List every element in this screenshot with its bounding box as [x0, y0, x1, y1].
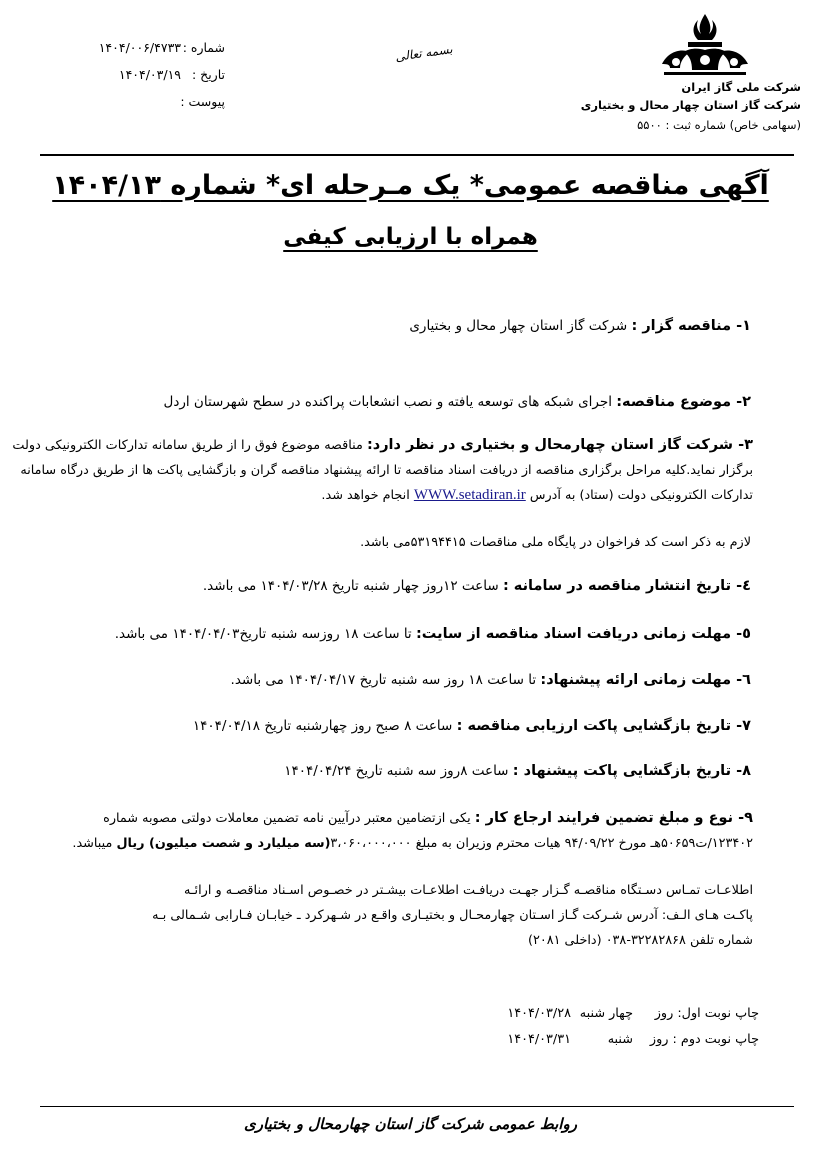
company-registration: (سهامی خاص) شماره ثبت : ۵۵۰۰	[637, 118, 801, 132]
item-line	[63, 831, 753, 856]
contact-line: پاکـت هـای الـف: آدرس شـرکت گـاز اسـتان چهارمحـال و بختیـاری واقـع در شـهرکرد ـ خیابـان فـارابی شـمالی بـه	[152, 908, 753, 923]
date-label: تاریخ :	[191, 67, 225, 82]
item-text: یکی ازتضامین معتبر درآیین نامه تضمین معاملات دولتی مصوبه شماره	[103, 811, 475, 826]
date-value: ۱۴۰۴/۰۳/۱۹	[118, 67, 181, 82]
item-label: ۸- تاریخ بازگشایی پاکت پیشنهاد :	[512, 763, 751, 779]
item-text: شرکت گاز استان چهار محال و بختیاری	[409, 318, 632, 334]
page-title: آگهی مناقصه عمومی* یک مـرحله ای* شماره ۱۴۰۴/۱۳	[52, 170, 769, 201]
item-line	[12, 433, 753, 458]
item-label: ٤- تاریخ انتشار مناقصه در سامانه :	[502, 578, 751, 594]
setadiran-link[interactable]: WWW.setadiran.ir	[413, 487, 526, 503]
print-second-date: ۱۴۰۴/۰۳/۳۱	[507, 1032, 571, 1047]
contact-info	[63, 878, 753, 953]
item-text: مناقصه موضوع فوق را از طریق سامانه تدارکات الکترونیکی دولت	[12, 438, 367, 453]
item-text: ساعت ۸روز سه شنبه تاریخ ۱۴۰۴/۰۴/۲۴	[284, 763, 513, 779]
item-publish-date	[51, 578, 751, 594]
item-label: ۳- شرکت گاز استان چهارمحال و بختیاری در نظر دارد:	[366, 437, 753, 453]
contact-line: شماره تلفن ۳۲۲۸۲۸۶۸-۰۳۸ (داخلی ۲۰۸۱)	[527, 933, 753, 948]
print-second-day: شنبه	[607, 1032, 633, 1047]
item-label: ۹- نوع و مبلغ تضمین فرایند ارجاع کار :	[474, 810, 753, 826]
item-text: انجام خواهد شد.	[321, 488, 414, 503]
tender-code-note: لازم به ذکر است کد فراخوان در پایگاه ملی مناقصات ۵۳۱۹۴۴۱۵می باشد.	[360, 535, 751, 550]
item-text: میباشد.	[72, 836, 117, 851]
item-bid-deadline	[51, 672, 751, 688]
item-text: تدارکات الکترونیکی دولت (ستاد) به آدرس	[525, 488, 753, 503]
item-tenderer	[51, 318, 751, 334]
item-label: ۲- موضوع مناقصه:	[616, 394, 751, 410]
item-emphasis: (سه میلیارد و شصت میلیون) ریال	[116, 836, 331, 851]
item-evaluation-opening	[51, 718, 751, 734]
company-name: شرکت ملی گاز ایران	[681, 80, 801, 94]
item-label: ۱- مناقصه گزار :	[631, 318, 751, 334]
header-divider	[40, 154, 794, 156]
item-text: اجرای شبکه های توسعه یافته و نصب انشعابات پراکنده در سطح شهرستان اردل	[163, 394, 617, 410]
item-text: تا ساعت ۱۸ روز سه شنبه تاریخ ۱۴۰۴/۰۴/۱۷ می باشد.	[230, 672, 541, 688]
item-text: ۱۲۳۴۰۲/ت۵۰۶۵۹هـ مورخ ۹۴/۰۹/۲۲ هیات محترم وزیران به مبلغ ۳،۰۶۰،۰۰۰،۰۰۰	[330, 836, 753, 851]
item-label: ٥- مهلت زمانی دریافت اسناد مناقصه از سایت:	[415, 626, 751, 642]
bismillah: بسمه تعالی	[394, 42, 454, 64]
item-guarantee	[63, 806, 753, 856]
print-second-label: چاپ نوبت دوم : روز	[649, 1032, 759, 1047]
item-text: تا ساعت ۱۸ روزسه شنبه تاریخ۱۴۰۴/۰۴/۰۳ می باشد.	[114, 626, 416, 642]
contact-line: اطلاعـات تمـاس دسـتگاه مناقصـه گـزار جهـت دریافـت اطلاعـات بیشـتر در خصـوص اسـناد مناقصـه و ارائـه	[183, 883, 753, 898]
page-subtitle: همراه با ارزیابی کیفی	[283, 224, 538, 250]
item-line: برگزار نماید.کلیه مراحل برگزاری مناقصه از دریافت اسناد مناقصه تا ارائه پیشنهاد مناقصه گران و بازگشایی پاکت ها از طریق درگاه سامانه	[20, 463, 753, 478]
attachment-label: پیوست :	[180, 94, 225, 109]
item-label: ٦- مهلت زمانی ارائه پیشنهاد:	[540, 672, 751, 688]
footer-divider	[40, 1106, 794, 1107]
print-first-date: ۱۴۰۴/۰۳/۲۸	[507, 1006, 571, 1021]
item-document-deadline	[51, 626, 751, 642]
number-label: شماره :	[182, 40, 225, 55]
number-value: ۱۴۰۴/۰۰۶/۴۷۳۳	[98, 40, 181, 55]
item-line	[63, 806, 753, 831]
item-bid-opening	[51, 763, 751, 779]
item-line	[63, 483, 753, 508]
item-text: ساعت ۸ صبح روز چهارشنبه تاریخ ۱۴۰۴/۰۴/۱۸	[192, 718, 457, 734]
footer-text: روابط عمومی شرکت گاز استان چهارمحال و بختیاری	[244, 1115, 577, 1133]
company-subtitle: شرکت گاز استان چهار محال و بختیاری	[580, 98, 801, 112]
nigc-logo	[654, 12, 756, 80]
item-intent	[12, 433, 753, 508]
item-subject	[51, 394, 751, 410]
item-label: ۷- تاریخ بازگشایی پاکت ارزیابی مناقصه :	[456, 718, 751, 734]
print-first-day: چهار شنبه	[579, 1006, 633, 1021]
item-text: ساعت ۱۲روز چهار شنبه تاریخ ۱۴۰۴/۰۳/۲۸ می باشد.	[202, 578, 503, 594]
print-first-label: چاپ نوبت اول: روز	[654, 1006, 759, 1021]
